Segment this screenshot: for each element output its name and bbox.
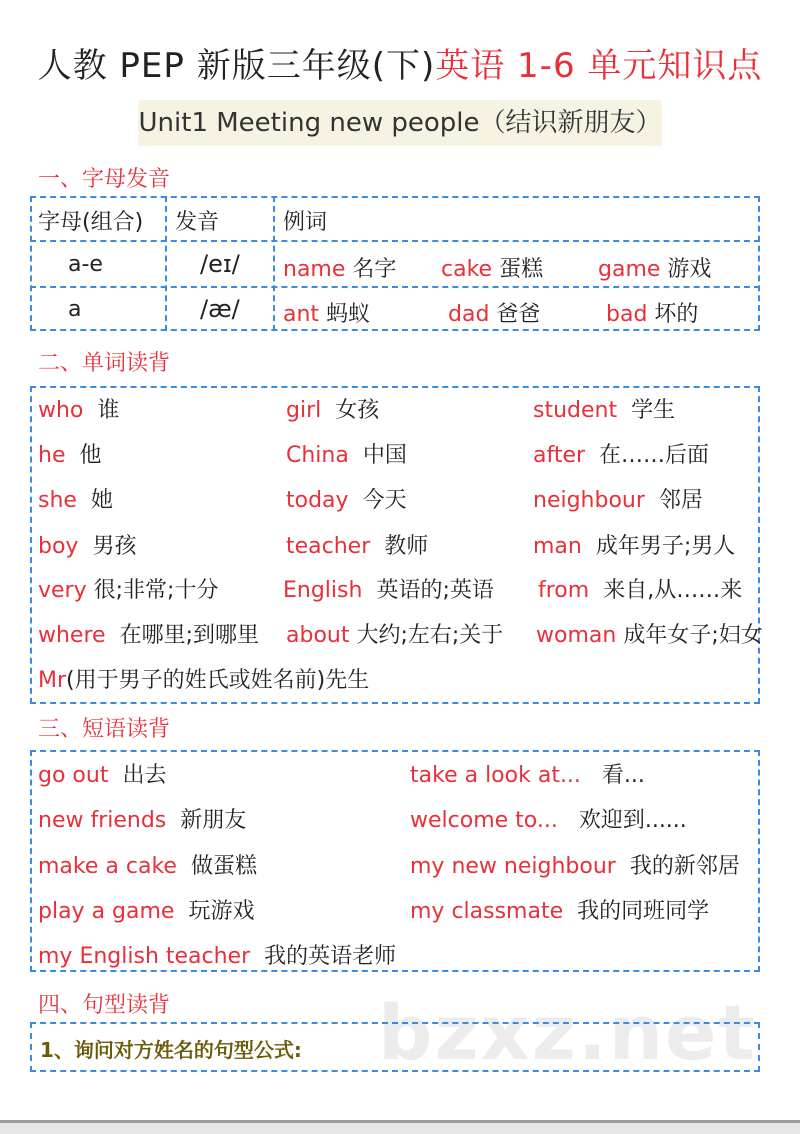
example-word: dad 爸爸 — [448, 302, 541, 327]
word-item: who 谁 — [38, 398, 120, 423]
word-item: woman 成年女子;妇女 — [536, 623, 763, 648]
section-heading-phrases: 三、短语读背 — [38, 717, 171, 742]
section-heading-words: 二、单词读背 — [38, 351, 171, 376]
page-title — [0, 38, 800, 87]
header-examples: 例词 — [283, 210, 328, 235]
example-word: ant 蚂蚁 — [283, 302, 371, 327]
section-heading-letters: 一、字母发音 — [38, 167, 171, 192]
unit-title: Unit1 Meeting new people（结识新朋友） — [138, 100, 662, 146]
word-item: today 今天 — [286, 488, 407, 513]
row-letter: a — [68, 297, 82, 322]
word-item: neighbour 邻居 — [533, 488, 703, 513]
header-letter: 字母(组合) — [38, 210, 144, 235]
phrase-item: my new neighbour 我的新邻居 — [410, 854, 740, 879]
header-sound: 发音 — [175, 210, 220, 235]
phrase-item: my classmate 我的同班同学 — [410, 899, 710, 924]
word-item: China 中国 — [286, 443, 407, 468]
word-item: from 来自,从……来 — [538, 578, 743, 603]
phrase-item: new friends 新朋友 — [38, 808, 247, 833]
watermark: bzxz.net — [378, 988, 757, 1077]
word-item: where 在哪里;到哪里 — [38, 623, 259, 648]
phrase-item: make a cake 做蛋糕 — [38, 854, 257, 879]
row-letter: a-e — [68, 252, 103, 277]
word-item: about 大约;左右;关于 — [286, 623, 504, 648]
section-heading-sentences: 四、句型读背 — [38, 993, 171, 1018]
example-word: name 名字 — [283, 257, 397, 282]
example-word: game 游戏 — [598, 257, 712, 282]
phrase-item: my English teacher 我的英语老师 — [38, 944, 397, 969]
word-item: after 在……后面 — [533, 443, 710, 468]
word-item: she 她 — [38, 488, 113, 513]
word-item: student 学生 — [533, 398, 676, 423]
word-item: Mr(用于男子的姓氏或姓名前)先生 — [38, 668, 370, 693]
word-item: English 英语的;英语 — [283, 578, 494, 603]
phrase-item: take a look at... 看... — [410, 763, 645, 788]
example-word: cake 蛋糕 — [441, 257, 544, 282]
table-divider — [165, 196, 167, 331]
word-item: girl 女孩 — [286, 398, 380, 423]
word-item: man 成年男子;男人 — [533, 534, 736, 559]
word-item: he 他 — [38, 443, 102, 468]
example-word: bad 坏的 — [606, 302, 699, 327]
title-part-black: 人教 PEP 新版三年级(下) — [37, 46, 436, 86]
phrase-item: welcome to... 欢迎到...... — [410, 808, 687, 833]
table-divider — [30, 240, 760, 242]
word-item: boy 男孩 — [38, 534, 137, 559]
row-sound: /æ/ — [200, 295, 240, 323]
table-divider — [30, 286, 760, 288]
table-divider — [273, 196, 275, 331]
word-item: teacher 教师 — [286, 534, 429, 559]
sentence-item: 1、询问对方姓名的句型公式: — [40, 1038, 302, 1062]
page-footer-line — [0, 1120, 800, 1123]
phrase-item: go out 出去 — [38, 763, 167, 788]
word-item: very 很;非常;十分 — [38, 578, 219, 603]
phrase-item: play a game 玩游戏 — [38, 899, 255, 924]
row-sound: /eɪ/ — [200, 250, 240, 278]
title-part-red: 英语 1-6 单元知识点 — [435, 46, 763, 86]
